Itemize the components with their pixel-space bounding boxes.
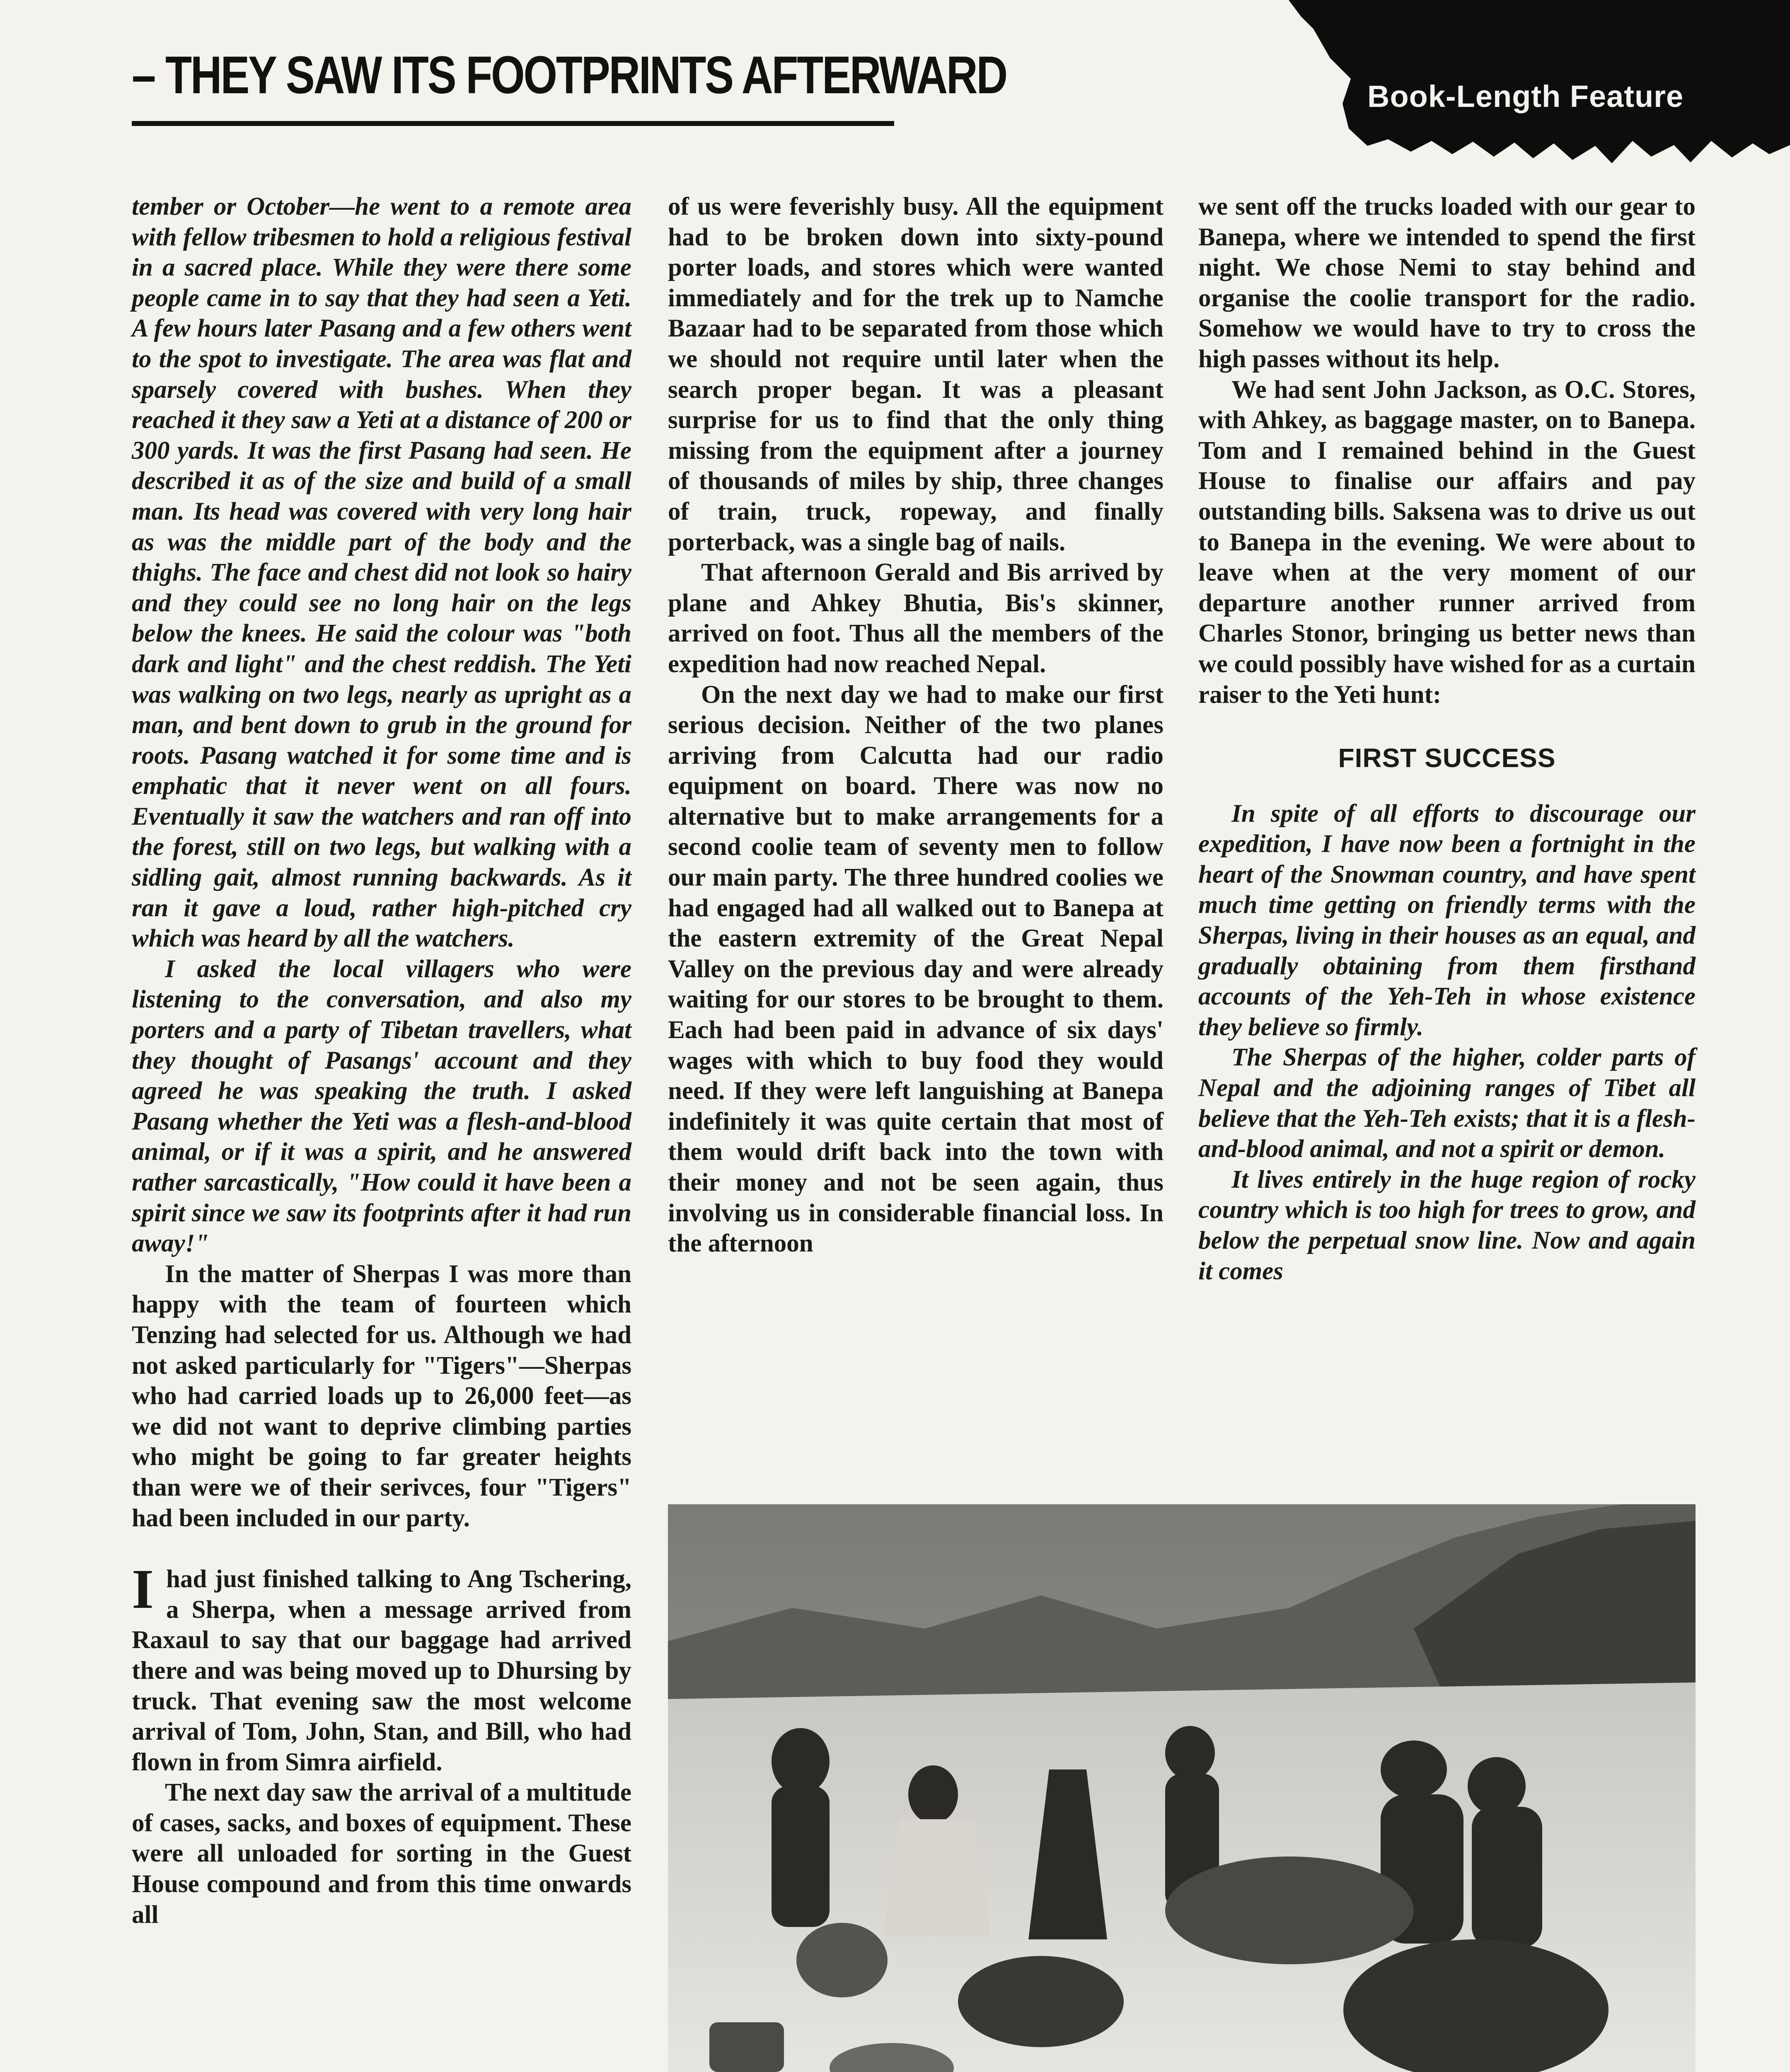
col3-paragraph-2: We had sent John Jackson, as O.C. Stores, with Ahkey, as baggage master, on to Banepa. Tom and I remained behind in the Guest House to finalise our affairs and pay outstanding bills. Saksena was to drive us out to Banepa in the evening. We were about to leave when at the very moment of our departure another runner arrived from Charles Stonor, bringing us better news than we could possibly have wished for as a curtain raiser to the Yeti hunt: <box>1198 375 1696 709</box>
col3-paragraph-5: It lives entirely in the huge region of rocky country which is too high for trees to grow, and below the perpetual snow line. Now and again it comes <box>1198 1165 1696 1285</box>
headline-rule <box>132 121 894 126</box>
col1-paragraph-5: The next day saw the arrival of a multitude of cases, sacks, and boxes of equipment. These were all unloaded for sorting in the Guest House compound and from this time onwards all <box>132 1779 631 1929</box>
subheading: FIRST SUCCESS <box>1338 743 1556 773</box>
col2-paragraph-1: of us were feverishly busy. All the equipment had to be broken down into sixty-pound porter loads, and stores which were wanted immediately and for the trek up to Namche Bazaar had to be separated from those which we should not require until later when the search proper began. It was a pleasant surprise for us to find that the only thing missing from the equipment after a journey of thousands of miles by ship, three changes of train, truck, ropeway, and finally porterback, was a single bag of nails. <box>668 193 1164 556</box>
col1-paragraph-1: tember or October—he went to a remote area with fellow tribesmen to hold a religious festival in a sacred place. While they were there some people came in to say that they had seen a Yeti. A few hours later Pasang and a few others went to the spot to investigate. The area was flat and sparsely covered with bushes. When they reached it they saw a Yeti at a distance of 200 or 300 yards. It was the first Pasang had seen. He described it as of the size and build of a small man. Its head was covered with very long hair as was the middle part of the body and the thighs. The face and chest did not look so hairy and they could see no long hair on the legs below the knees. He said the colour was "both dark and light" and the chest reddish. The Yeti was walking on two legs, nearly as upright as a man, and bent down to grub in the ground for roots. Pasang watched it for some time and is emphatic that it never went on all fours. Eventually it saw the watchers and ran off into the forest, still on two legs, but walking with a sidling gait, almost running backwards. As it ran it gave a loud, rather high-pitched cry which was heard by all the watchers. <box>132 193 631 953</box>
col3-paragraph-1: we sent off the trucks loaded with our gear to Banepa, where we intended to spend the first night. We chose Nemi to stay behind and organise the coolie transport for the radio. Somehow we would have to try to cross the high passes without its help. <box>1198 193 1696 373</box>
photo-scene <box>668 1504 1696 2072</box>
col1-paragraph-2: I asked the local villagers who were listening to the conversation, and also my porters and a party of Tibetan travellers, what they thought of Pasangs' account and they agreed he was speaking the truth. I asked Pasang whether the Yeti was a flesh-and-blood animal, or if it was a spirit, and he answered rather sarcastically, "How could it have been a spirit since we saw its footprints after it had run away!" <box>132 955 631 1258</box>
column-2 <box>668 191 1164 1259</box>
col2-paragraph-3: On the next day we had to make our first serious decision. Neither of the two planes arriving from Calcutta had our radio equipment on board. There was now no alternative but to make arrangements for a second coolie team of seventy men to follow our main party. The three hundred coolies we had engaged had all walked out to Banepa at the eastern extremity of the Great Nepal Valley on the previous day and were already waiting for our stores to be brought to them. Each had been paid in advance of six days' wages with which to buy food they would need. If they were left languishing at Banepa indefinitely it was quite certain that most of them would drift back into the town with their money and not be seen again, thus involving us in considerable financial loss. In the afternoon <box>668 680 1164 1258</box>
col1-paragraph-4 <box>132 1558 631 1777</box>
col3-paragraph-4: The Sherpas of the higher, colder parts of Nepal and the adjoining ranges of Tibet all believe that the Yeh-Teh exists; that it is a flesh-and-blood animal, and not a spirit or demon. <box>1198 1043 1696 1163</box>
headline: – THEY SAW ITS FOOTPRINTS AFTERWARD <box>132 46 1006 105</box>
section-break <box>132 1533 631 1564</box>
column-1 <box>132 191 631 1930</box>
col1-paragraph-4-text: had just finished talking to Ang Tschering, a Sherpa, when a message arrived from Raxaul to say that our baggage had arrived there and was being moved up to Dhursing by truck. That evening saw the most welcome arrival of Tom, John, Stan, and Bill, who had flown in from Simra airfield. <box>132 1565 631 1776</box>
banner-label: Book-Length Feature <box>1367 79 1684 114</box>
col3-paragraph-3: In spite of all efforts to discourage our expedition, I have now been a fortnight in the heart of the Snowman country, and have spent much time getting on friendly terms with the Sherpas, living in their houses as an equal, and gradually obtaining from them firsthand accounts of the Yeh-Teh in whose existence they believe so firmly. <box>1198 799 1696 1041</box>
col1-paragraph-3: In the matter of Sherpas I was more than happy with the team of fourteen which Tenzing had selected for us. Although we had not asked particularly for "Tigers"—Sherpas who had carried loads up to 26,000 feet—as we did not want to deprive climbing parties who might be going to far greater heights than were we of their serivces, four "Tigers" had been included in our party. <box>132 1260 631 1532</box>
column-3 <box>1198 191 1696 1286</box>
drop-cap: I <box>132 1558 154 1621</box>
photograph-himalaya-pass <box>668 1504 1696 2072</box>
section-banner <box>1264 0 1790 174</box>
col2-paragraph-2: That afternoon Gerald and Bis arrived by plane and Ahkey Bhutia, Bis's skinner, arrived on foot. Thus all the members of the expedition had now reached Nepal. <box>668 559 1164 678</box>
